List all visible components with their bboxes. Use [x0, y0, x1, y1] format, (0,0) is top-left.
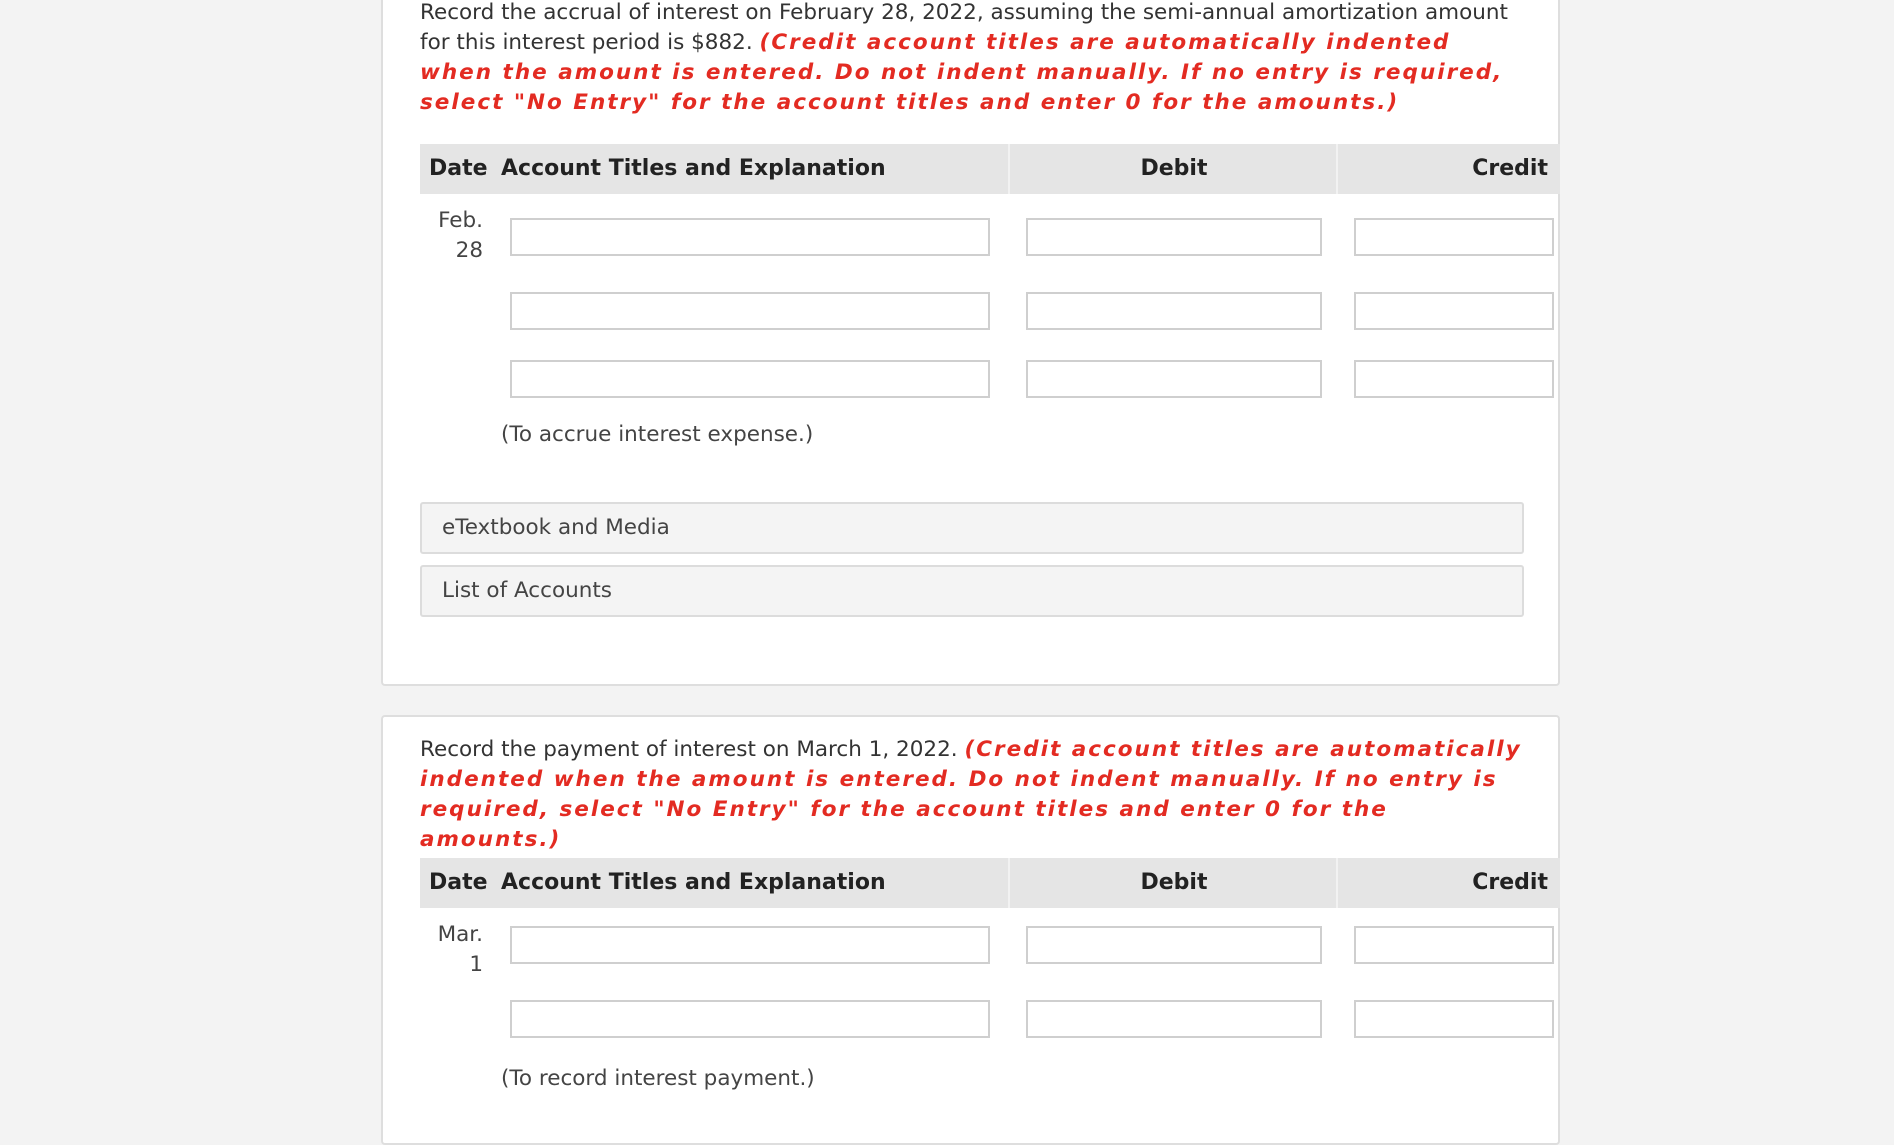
- credit-input[interactable]: [1354, 1000, 1554, 1038]
- debit-input[interactable]: [1026, 360, 1322, 398]
- entry-date-day: 28: [455, 238, 483, 263]
- entry-explanation: (To accrue interest expense.): [501, 422, 814, 447]
- instruction-main: Record the accrual of interest on February 28, 2022, assuming the semi-annual amortization amount for this interest period is $882.: [420, 0, 1508, 55]
- question-part-accrual: [381, 0, 1560, 686]
- account-title-input[interactable]: [510, 1000, 990, 1038]
- etextbook-media-link[interactable]: eTextbook and Media: [420, 502, 1524, 554]
- account-title-input[interactable]: [510, 218, 990, 256]
- entry-date: [420, 920, 483, 980]
- credit-input[interactable]: [1354, 218, 1554, 256]
- table-header: [420, 144, 1560, 194]
- list-of-accounts-link[interactable]: List of Accounts: [420, 565, 1524, 617]
- header-debit: Debit: [1008, 144, 1338, 194]
- table-header: [420, 858, 1560, 908]
- journal-entry-table: [420, 144, 1548, 504]
- credit-input[interactable]: [1354, 360, 1554, 398]
- account-title-input[interactable]: [510, 360, 990, 398]
- header-credit: Credit: [1336, 858, 1548, 908]
- header-date: Date: [429, 870, 488, 895]
- header-account-titles: Account Titles and Explanation: [501, 156, 886, 181]
- instruction-text: [420, 0, 1530, 118]
- debit-input[interactable]: [1026, 1000, 1322, 1038]
- entry-date-month: Feb.: [438, 208, 483, 233]
- entry-date: [420, 206, 483, 266]
- instruction-note: (Credit account titles are automatically indented when the amount is entered. Do not indent manually. If no entry is required, select "No Entry" for the account titles and enter 0 for the amounts.): [420, 737, 1522, 852]
- instruction-text: [420, 735, 1530, 855]
- header-debit: Debit: [1008, 858, 1338, 908]
- entry-date-month: Mar.: [437, 922, 483, 947]
- account-title-input[interactable]: [510, 292, 990, 330]
- header-credit: Credit: [1336, 144, 1548, 194]
- debit-input[interactable]: [1026, 218, 1322, 256]
- header-date: Date: [429, 156, 488, 181]
- account-title-input[interactable]: [510, 926, 990, 964]
- credit-input[interactable]: [1354, 292, 1554, 330]
- entry-explanation: (To record interest payment.): [501, 1066, 815, 1091]
- instruction-note: (Credit account titles are automatically indented when the amount is entered. Do not indent manually. If no entry is required, select "No Entry" for the account titles and enter 0 for the amounts.): [420, 30, 1504, 115]
- credit-input[interactable]: [1354, 926, 1554, 964]
- entry-date-day: 1: [469, 952, 483, 977]
- instruction-main: Record the payment of interest on March 1, 2022.: [420, 737, 958, 762]
- debit-input[interactable]: [1026, 292, 1322, 330]
- question-part-payment: [381, 715, 1560, 1145]
- header-account-titles: Account Titles and Explanation: [501, 870, 886, 895]
- journal-entry-table: [420, 858, 1548, 1118]
- debit-input[interactable]: [1026, 926, 1322, 964]
